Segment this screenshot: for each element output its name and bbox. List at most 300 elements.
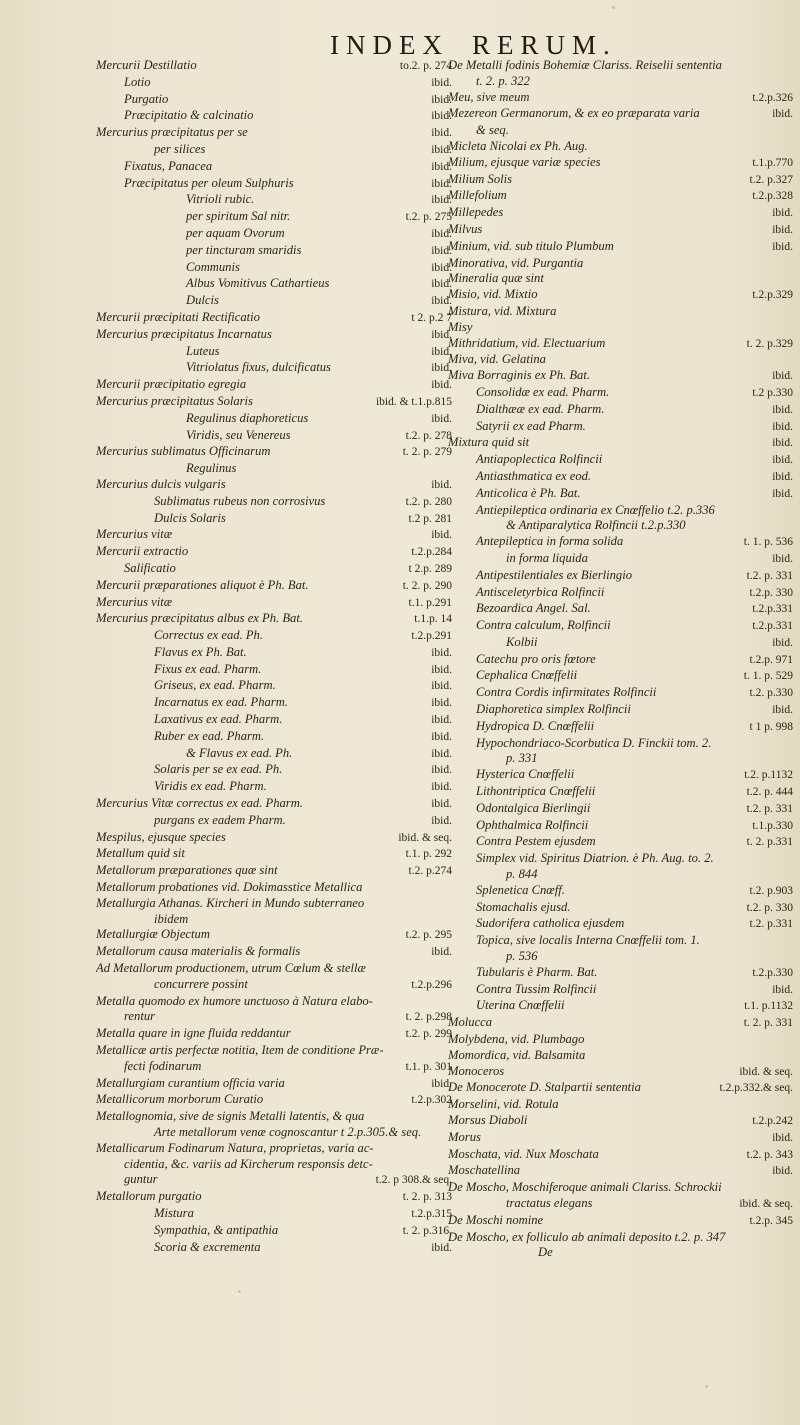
entry-term: Viridis, seu Venereus (186, 427, 291, 442)
entry-term: & Flavus ex ead. Ph. (186, 745, 293, 760)
index-entry (448, 518, 793, 534)
entry-term: Mercurius dulcis vulgaris (96, 476, 226, 491)
index-entry (448, 1147, 793, 1164)
index-entry (448, 402, 793, 419)
index-entry (96, 695, 452, 712)
index-entry (96, 310, 452, 327)
entry-reference: ibid. (772, 403, 793, 416)
index-entry (448, 271, 793, 287)
index-entry (96, 411, 452, 428)
entry-term: Antepileptica in forma solida (476, 534, 624, 549)
index-entry (448, 368, 793, 385)
index-entry (448, 90, 793, 107)
entry-reference: ibid. (772, 1165, 793, 1178)
entry-term: Ophthalmica Rolfincii (476, 817, 589, 832)
entry-reference: t.2. p. 444 (746, 786, 793, 799)
entry-term: Ad Metallorum productionem, utrum Cœlum & stellæ (96, 961, 366, 976)
entry-reference: t.1. p.1132 (744, 1000, 793, 1013)
entry-term: Cephalica Cnœffelii (476, 668, 578, 683)
entry-reference: ibid. & t.1.p.815 (375, 395, 452, 408)
entry-reference: ibid. (772, 470, 793, 483)
entry-term: Consolidæ ex ead. Pharm. (476, 384, 610, 399)
index-entry (96, 1240, 452, 1257)
entry-reference: t.2. p. 330 (746, 901, 793, 914)
index-entry (96, 260, 452, 277)
index-entry (448, 1113, 793, 1130)
index-entry (96, 662, 452, 679)
index-entry (96, 1076, 452, 1093)
entry-reference: ibid. (431, 261, 452, 274)
entry-reference: t.2.p.302 (411, 1094, 452, 1107)
index-entry (96, 1206, 452, 1223)
entry-reference: t.1.p.330 (752, 819, 793, 832)
entry-reference: t.2. p. 299 (405, 1028, 452, 1041)
index-entry (448, 1130, 793, 1147)
index-entry (96, 494, 452, 511)
entry-term: De Metalli fodinis Bohemiæ Clariss. Reiselii sententia (448, 58, 722, 72)
entry-reference: t. 1. p. 529 (743, 670, 793, 683)
entry-term: Scoria & excrementa (154, 1239, 261, 1254)
header-word-index: INDEX (330, 30, 449, 60)
entry-reference: t.2. p. 331 (746, 569, 793, 582)
index-entry (96, 360, 452, 377)
index-entry (448, 1064, 793, 1081)
entry-term: Contra Pestem ejusdem (476, 834, 596, 849)
entry-reference: ibid. (431, 764, 452, 777)
index-entry (448, 352, 793, 368)
header-word-rerum: RERUM. (472, 30, 617, 60)
entry-reference: ibid. (431, 143, 452, 156)
entry-reference: t.2.p.331 (752, 620, 793, 633)
index-entry (96, 544, 452, 561)
index-entry (96, 125, 452, 142)
entry-term: Præcipitatio & calcinatio (124, 108, 254, 123)
index-entry (96, 75, 452, 92)
index-entry (448, 320, 793, 336)
index-entry (448, 719, 793, 736)
entry-term: Splenetica Cnœff. (476, 882, 565, 897)
entry-term: Monoceros (448, 1063, 505, 1078)
index-entry (96, 846, 452, 863)
entry-term: Molybdena, vid. Plumbago (448, 1032, 585, 1047)
entry-term: Viridis ex ead. Pharm. (154, 779, 267, 794)
index-entry (96, 527, 452, 544)
index-entry (96, 92, 452, 109)
entry-reference: ibid. (431, 295, 452, 308)
entry-reference: t.2.p.315 (411, 1207, 452, 1220)
entry-reference: ibid. (431, 328, 452, 341)
index-entry (448, 736, 793, 752)
entry-term: Metallicarum Fodinarum Natura, proprietas, varia ac- (96, 1140, 374, 1155)
index-entry (96, 142, 452, 159)
entry-term: Contra Cordis infirmitates Rolfincii (476, 685, 657, 700)
entry-term: Topica, sive localis Interna Cnœffelii tom. 1. (476, 933, 700, 948)
entry-reference: t.2.p.291 (411, 630, 452, 643)
entry-reference: t.1.p. 14 (414, 613, 452, 626)
entry-term: Metallorum probationes vid. Dokimasstice Metallica (96, 880, 363, 895)
index-entry (448, 503, 793, 519)
entry-term: Milium, ejusque variæ species (448, 154, 601, 169)
entry-reference: t. 2. p. 331 (743, 1017, 793, 1030)
entry-term: Antiasthmatica ex eod. (476, 468, 592, 483)
entry-term: Dialthææ ex ead. Pharm. (476, 401, 605, 416)
entry-reference: ibid. (431, 345, 452, 358)
entry-reference: ibid. (431, 697, 452, 710)
index-entry (96, 327, 452, 344)
index-entry (448, 1080, 793, 1097)
entry-term: Metallum quid sit (96, 846, 185, 861)
index-entry (96, 1043, 452, 1059)
entry-term: Hysterica Cnœffelii (476, 767, 575, 782)
index-entry (448, 1163, 793, 1180)
index-entry (448, 601, 793, 618)
entry-term: De Moschi nomine (448, 1212, 544, 1227)
index-entry (96, 1009, 452, 1026)
index-entry (448, 1015, 793, 1032)
entry-term: De (538, 1245, 553, 1260)
entry-reference: t.2. p.331 (749, 918, 793, 931)
entry-term: cidentia, &c. variis ad Kircherum responsis detc- (124, 1156, 373, 1171)
index-entry (96, 344, 452, 361)
entry-term: Incarnatus ex ead. Pharm. (154, 695, 288, 710)
entry-reference: ibid. (431, 110, 452, 123)
index-entry (448, 883, 793, 900)
index-entry (448, 222, 793, 239)
entry-reference: t. 2. p.331 (746, 836, 793, 849)
entry-reference: t.2. p.1132 (744, 769, 793, 782)
entry-reference: ibid. (772, 420, 793, 433)
entry-reference: ibid. & seq. (739, 1065, 793, 1078)
entry-term: Sympathia, & antipathia (154, 1222, 279, 1237)
index-entry (448, 419, 793, 436)
index-entry (96, 961, 452, 977)
index-entry (448, 287, 793, 304)
index-entry (448, 635, 793, 652)
entry-term: Metallorum causa materialis & formalis (96, 944, 301, 959)
index-entry (96, 1092, 452, 1109)
entry-reference: ibid. (772, 983, 793, 996)
index-entry (96, 994, 452, 1010)
entry-term: Mercurius præcipitatus albus ex Ph. Bat. (96, 611, 303, 626)
entry-reference: ibid. (431, 946, 452, 959)
index-entry (448, 668, 793, 685)
entry-term: Milium Solis (448, 171, 513, 186)
entry-reference: ibid. (431, 379, 452, 392)
index-entry (96, 1125, 452, 1141)
entry-term: Kolbii (506, 634, 538, 649)
index-entry (448, 58, 793, 74)
entry-term: Solaris per se ex ead. Ph. (154, 762, 283, 777)
entry-term: Satyrii ex ead Pharm. (476, 418, 586, 433)
entry-term: Antipestilentiales ex Bierlingio (476, 567, 632, 582)
entry-reference: t.2. p. 331 (746, 802, 793, 815)
entry-term: fecti fodinarum (124, 1058, 202, 1073)
index-entry (448, 933, 793, 949)
index-entry (448, 385, 793, 402)
entry-reference: t.2.p.242 (752, 1115, 793, 1127)
index-entry (96, 58, 452, 75)
entry-reference: t.2.p.296 (411, 978, 452, 991)
entry-term: Miva Borraginis ex Ph. Bat. (448, 368, 591, 383)
entry-term: Lotio (124, 74, 151, 89)
index-entry (448, 139, 793, 155)
index-entry (448, 1180, 793, 1196)
entry-term: Sudorifera catholica ejusdem (476, 916, 625, 931)
entry-reference: ibid. (431, 714, 452, 727)
entry-term: Mercurii præcipitati Rectificatio (96, 309, 260, 324)
entry-reference: ibid. (431, 244, 452, 257)
index-entry (96, 461, 452, 477)
entry-reference: t.2.p.332.& seq. (719, 1082, 793, 1095)
entry-term: Metallorum præparationes quæ sint (96, 863, 278, 878)
entry-reference: ibid. (772, 240, 793, 253)
entry-term: Fixus ex ead. Pharm. (154, 661, 262, 676)
entry-reference: t. 2. p.329 (746, 337, 793, 350)
entry-term: Millepedes (448, 205, 504, 220)
entry-term: Molucca (448, 1015, 493, 1030)
entry-term: Mercurii præcipitatio egregia (96, 377, 247, 392)
entry-term: Mercurius Vitæ correctus ex ead. Pharm. (96, 796, 303, 811)
entry-term: in forma liquida (506, 550, 588, 565)
entry-reference: ibid. (431, 177, 452, 190)
index-entry (96, 1172, 452, 1189)
index-entry (448, 336, 793, 353)
entry-reference: t.2.p.329 (752, 289, 793, 302)
entry-reference: t.2.p.326 (752, 91, 793, 104)
entry-reference: t.2.p.331 (752, 603, 793, 616)
index-entry (96, 1059, 452, 1076)
entry-reference: ibid. (772, 108, 793, 121)
entry-term: per spiritum Sal nitr. (186, 209, 291, 224)
index-entry (448, 685, 793, 702)
index-entry (96, 1109, 452, 1125)
index-entry (96, 477, 452, 494)
index-entry (448, 256, 793, 272)
entry-term: Metalla quare in igne fluida reddantur (96, 1026, 291, 1041)
index-entry (448, 534, 793, 551)
entry-reference: t.2 p.330 (752, 386, 793, 399)
index-entry (96, 1157, 452, 1173)
index-entry (96, 377, 452, 394)
index-entry (448, 304, 793, 320)
entry-term: Simplex vid. Spiritus Diatrion. è Ph. Aug. to. 2. (476, 851, 714, 866)
index-entry (96, 394, 452, 411)
entry-term: Morsus Diaboli (448, 1113, 528, 1127)
entry-term: Mercurius præcipitatus Solaris (96, 393, 253, 408)
entry-term: concurrere possint (154, 976, 248, 991)
entry-term: Lithontriptica Cnœffelii (476, 784, 596, 799)
entry-reference: ibid. (772, 636, 793, 649)
index-entry (448, 618, 793, 635)
entry-reference: ibid. (431, 412, 452, 425)
entry-term: Mercurii extractio (96, 544, 189, 559)
entry-term: Stomachalis ejusd. (476, 899, 571, 914)
entry-term: Morus (448, 1129, 481, 1144)
index-entry (448, 585, 793, 602)
entry-term: Mistura (154, 1205, 194, 1220)
index-entry (96, 511, 452, 528)
entry-term: Luteus (186, 343, 220, 358)
entry-term: Metallicæ artis perfectæ notitia, Item de conditione Præ- (96, 1043, 384, 1058)
entry-term: Mezereon Germanorum, & ex eo præparata varia (448, 106, 700, 121)
entry-reference: t.2.p. 345 (749, 1214, 793, 1227)
entry-term: p. 844 (506, 867, 538, 882)
index-entry (96, 428, 452, 445)
index-entry (448, 1230, 793, 1246)
entry-reference: ibid. (431, 160, 452, 173)
entry-reference: t.2. p. 343 (746, 1148, 793, 1161)
index-entry (448, 751, 793, 767)
entry-term: & Antiparalytica Rolfincii t.2.p.330 (506, 518, 686, 533)
entry-reference: ibid. (431, 663, 452, 676)
index-entry (96, 746, 452, 763)
entry-term: Metallurgia Athanas. Kircheri in Mundo subterraneo (96, 895, 365, 910)
index-entry (448, 900, 793, 917)
entry-reference: t.2.p. 971 (749, 653, 793, 666)
entry-term: t. 2. p. 322 (476, 73, 530, 88)
index-entry (96, 896, 452, 912)
entry-term: Correctus ex ead. Ph. (154, 628, 264, 643)
index-entry (448, 867, 793, 883)
entry-term: Metallorum purgatio (96, 1189, 202, 1204)
entry-reference: t.2. p. 280 (405, 495, 452, 508)
entry-term: Antiapoplectica Rolfincii (476, 452, 603, 467)
index-entry (96, 880, 452, 896)
index-entry (448, 568, 793, 585)
index-entry (96, 243, 452, 260)
index-entry (448, 486, 793, 503)
entry-reference: t 1 p. 998 (749, 720, 793, 733)
index-entry (96, 977, 452, 994)
entry-reference: ibid. & seq. (398, 831, 452, 844)
index-entry (448, 1196, 793, 1213)
index-entry (96, 159, 452, 176)
entry-reference: t. 2. p. 279 (402, 446, 452, 459)
entry-reference: t.2.p. 330 (749, 586, 793, 599)
entry-term: Dulcis (186, 293, 219, 308)
entry-term: Millefolium (448, 188, 507, 203)
index-entry (448, 452, 793, 469)
entry-term: Micleta Nicolai ex Ph. Aug. (448, 138, 588, 153)
index-entry (448, 1097, 793, 1113)
index-entry (96, 944, 452, 961)
index-entry (96, 729, 452, 746)
index-entry (96, 1026, 452, 1043)
entry-term: Minorativa, vid. Purgantia (448, 255, 584, 270)
entry-reference: ibid. (431, 814, 452, 827)
entry-term: Mithridatium, vid. Electuarium (448, 335, 606, 350)
paper-speck (705, 1385, 708, 1388)
entry-reference: ibid. (431, 529, 452, 542)
entry-reference: t.1.p.770 (752, 156, 793, 169)
index-entry (448, 998, 793, 1015)
entry-term: Uterina Cnœffelii (476, 998, 565, 1013)
entry-reference: ibid. (431, 798, 452, 811)
entry-term: Regulinus diaphoreticus (186, 410, 309, 425)
entry-reference: ibid. (772, 223, 793, 236)
entry-term: Anticolica è Ph. Bat. (476, 485, 581, 500)
index-entry (96, 595, 452, 612)
entry-term: purgans ex eadem Pharm. (154, 812, 286, 827)
index-entry (448, 155, 793, 172)
entry-term: p. 536 (506, 949, 538, 964)
entry-reference: ibid. (431, 646, 452, 659)
index-entry (96, 912, 452, 928)
index-entry (448, 834, 793, 851)
entry-reference: ibid. (772, 370, 793, 383)
index-entry (96, 108, 452, 125)
entry-term: Misy (448, 319, 473, 334)
index-entry (96, 176, 452, 193)
entry-reference: t.2.p.284 (411, 546, 452, 559)
entry-reference: t. 2. p. 290 (402, 579, 452, 592)
index-entry (96, 830, 452, 847)
index-entry (96, 293, 452, 310)
entry-term: Contra calculum, Rolfincii (476, 618, 611, 633)
index-entry (448, 982, 793, 999)
index-entry (448, 239, 793, 256)
entry-term: De Moscho, ex folliculo ab animali deposito t.2. p. 347 (448, 1229, 726, 1244)
index-entry (96, 645, 452, 662)
entry-term: Metallurgiam curantium officia varia (96, 1075, 285, 1090)
entry-reference: ibid. (431, 1241, 452, 1254)
entry-term: per aquam Ovorum (186, 225, 285, 240)
entry-term: Mercurius sublimatus Officinarum (96, 444, 271, 459)
entry-term: De Monocerote D. Stalpartii sententia (448, 1080, 641, 1095)
entry-reference: ibid. (431, 680, 452, 693)
entry-term: Salificatio (124, 560, 176, 575)
entry-term: Arte metallorum venæ cognoscantur t 2.p.305.& seq. (154, 1125, 422, 1139)
entry-term: Dulcis Solaris (154, 510, 226, 525)
entry-term: p. 331 (506, 751, 538, 766)
entry-term: tractatus elegans (506, 1195, 593, 1210)
entry-reference: t.2. p.327 (749, 173, 793, 186)
entry-term: Misio, vid. Mixtio (448, 287, 538, 302)
index-entry (448, 801, 793, 818)
entry-reference: ibid. (772, 704, 793, 717)
entry-term: Antisceletyrbica Rolfincii (476, 584, 605, 599)
entry-reference: t.2. p. 278 (405, 429, 452, 442)
paper-speck (612, 6, 615, 9)
entry-term: Tubularis è Pharm. Bat. (476, 964, 598, 979)
index-entry (448, 188, 793, 205)
entry-term: Mistura, vid. Mixtura (448, 303, 557, 318)
entry-term: per silices (154, 141, 206, 156)
entry-reference: ibid. (431, 362, 452, 375)
entry-term: Morselini, vid. Rotula (448, 1097, 559, 1112)
index-entry (448, 435, 793, 452)
index-entry (448, 74, 793, 90)
entry-reference: ibid. & seq. (739, 1197, 793, 1210)
entry-term: Mercurius præcipitatus per se (96, 125, 248, 140)
entry-reference: ibid. (431, 1077, 452, 1090)
entry-term: Fixatus, Panacea (124, 158, 213, 173)
entry-term: Laxativus ex ead. Pharm. (154, 712, 283, 727)
left-index-column (96, 58, 452, 1256)
entry-reference: t.2. p.330 (749, 687, 793, 700)
entry-term: Regulinus (186, 461, 237, 476)
entry-reference: t.2. p.903 (749, 884, 793, 897)
entry-term: Mercurius præcipitatus Incarnatus (96, 326, 272, 341)
entry-term: Minium, vid. sub titulo Plumbum (448, 238, 614, 253)
entry-term: Momordica, vid. Balsamita (448, 1047, 586, 1062)
index-entry (96, 444, 452, 461)
entry-reference: t 2. p.2 7 (411, 311, 452, 324)
entry-term: Bezoardica Angel. Sal. (476, 601, 591, 616)
index-entry (448, 1048, 793, 1064)
entry-reference: t.2. p. 295 (405, 929, 452, 942)
entry-term: Vitriolatus fixus, dulcificatus (186, 360, 331, 375)
